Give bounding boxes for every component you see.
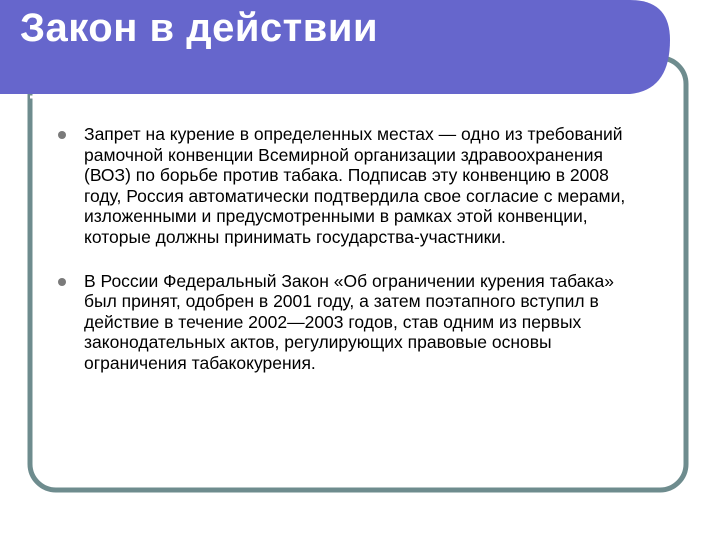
bullet-item — [58, 124, 648, 248]
bullet-text: Запрет на курение в определенных местах — одно из требований рамочной конвенции Всемирной организации здравоохранения (ВОЗ) по борьбе против табака. Подписав эту конвенцию в 2008 году, Россия автоматически подтвердила свое согласие с мерами, изложенными и предусмотренными в рамках этой конвенции, которые должны принимать государства-участники. — [84, 124, 626, 247]
bullet-list — [58, 124, 648, 374]
bullet-item — [58, 271, 648, 374]
bullet-marker-icon — [58, 131, 66, 139]
bullet-text: В России Федеральный Закон «Об ограничении курения табака» был принят, одобрен в 2001 году, а затем поэтапного вступил в действие в течение 2002—2003 годов, став одним из первых законодательных актов, регулирующих правовые основы ограничения табакокурения. — [84, 270, 615, 373]
bullet-marker-icon — [58, 278, 66, 286]
slide-title: Закон в действии — [20, 6, 379, 50]
